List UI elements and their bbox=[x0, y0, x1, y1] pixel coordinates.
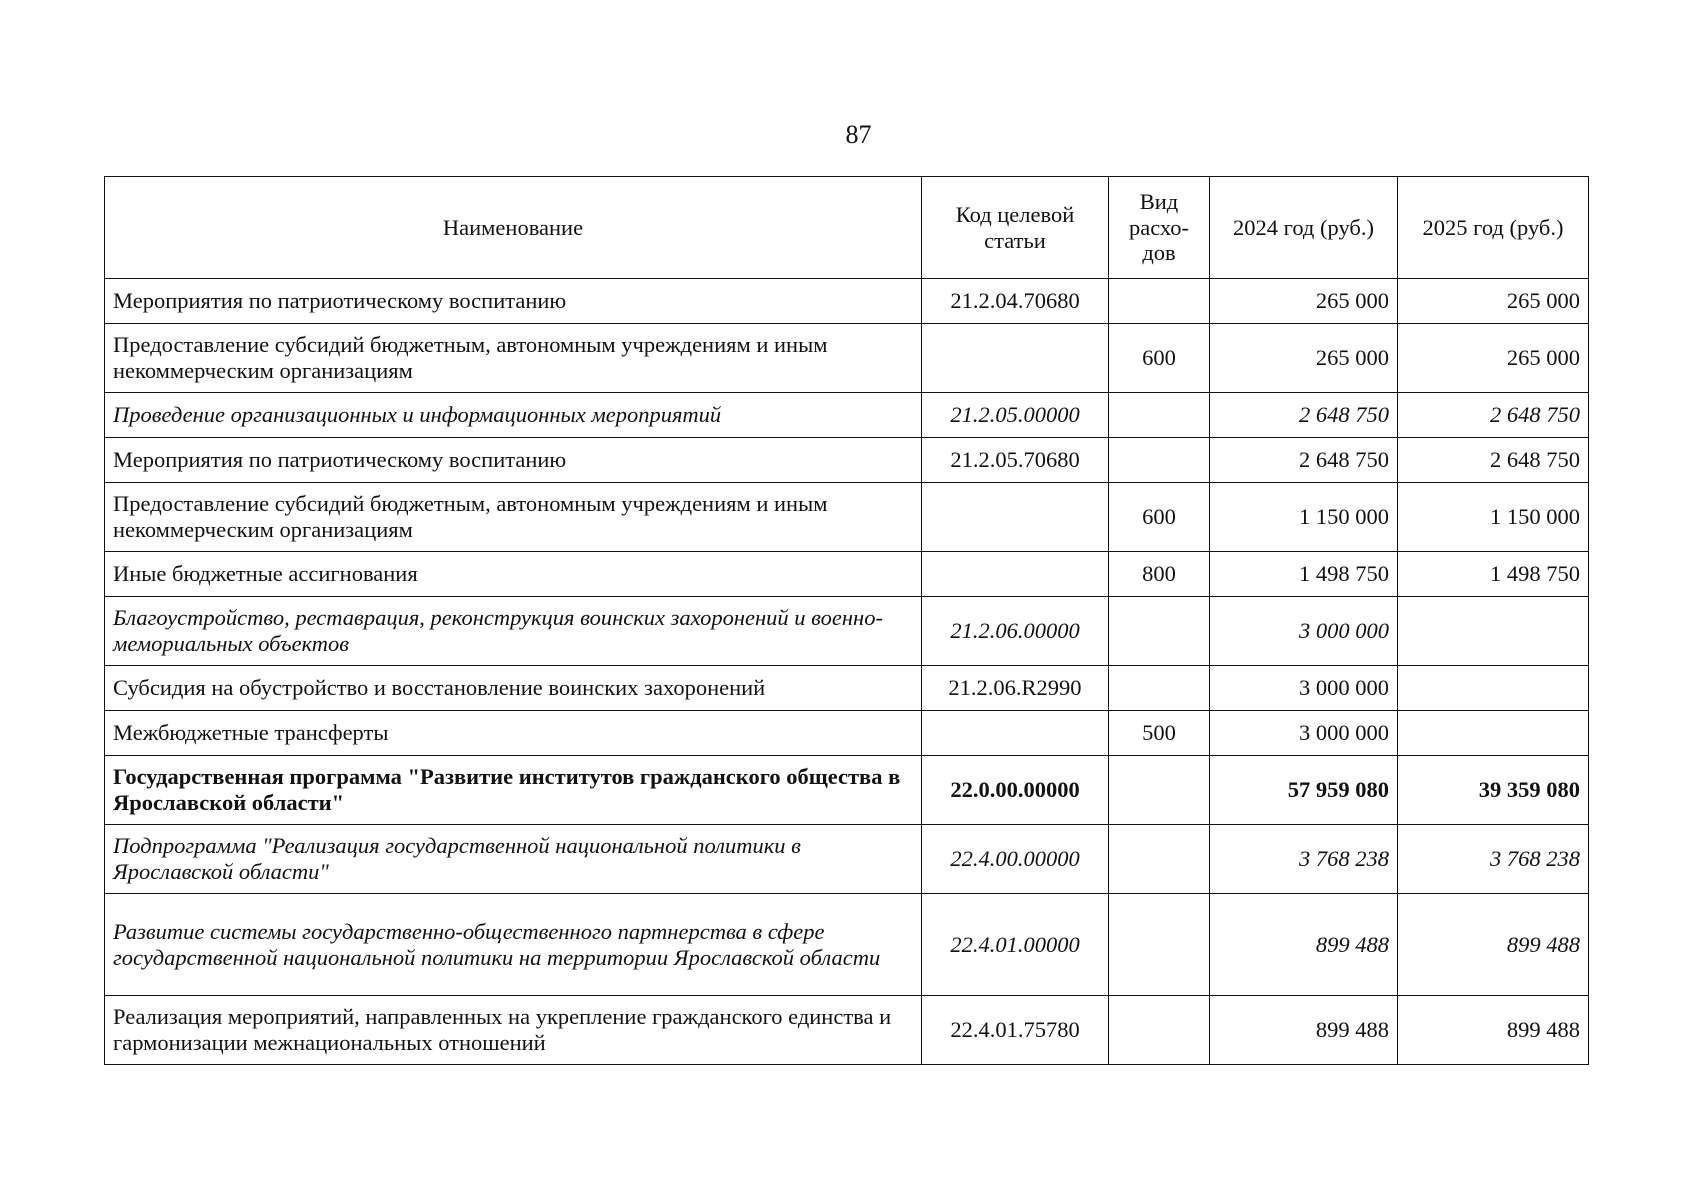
row-name: Иные бюджетные ассигнования bbox=[105, 552, 922, 597]
row-name: Благоустройство, реставрация, реконструкция воинских захоронений и военно-мемориальных объектов bbox=[105, 597, 922, 666]
row-kind: 600 bbox=[1109, 324, 1210, 393]
table-row bbox=[105, 666, 1589, 711]
row-code: 21.2.06.00000 bbox=[922, 597, 1109, 666]
budget-table bbox=[104, 176, 1589, 1065]
row-name: Межбюджетные трансферты bbox=[105, 711, 922, 756]
row-code bbox=[922, 324, 1109, 393]
header-name: Наименование bbox=[105, 177, 922, 279]
row-code bbox=[922, 552, 1109, 597]
row-2024: 3 000 000 bbox=[1210, 711, 1398, 756]
row-2025 bbox=[1398, 597, 1589, 666]
row-2025: 265 000 bbox=[1398, 279, 1589, 324]
row-kind bbox=[1109, 825, 1210, 894]
row-2025: 265 000 bbox=[1398, 324, 1589, 393]
row-2025: 3 768 238 bbox=[1398, 825, 1589, 894]
row-kind: 600 bbox=[1109, 483, 1210, 552]
table-row bbox=[105, 756, 1589, 825]
row-2024: 57 959 080 bbox=[1210, 756, 1398, 825]
row-2025: 2 648 750 bbox=[1398, 438, 1589, 483]
row-code: 22.0.00.00000 bbox=[922, 756, 1109, 825]
row-name: Проведение организационных и информационных мероприятий bbox=[105, 393, 922, 438]
row-name: Предоставление субсидий бюджетным, автономным учреждениям и иным некоммерческим организациям bbox=[105, 483, 922, 552]
table-row bbox=[105, 711, 1589, 756]
row-2025: 899 488 bbox=[1398, 894, 1589, 996]
row-2024: 2 648 750 bbox=[1210, 393, 1398, 438]
table-row bbox=[105, 597, 1589, 666]
table-row bbox=[105, 279, 1589, 324]
table-row bbox=[105, 324, 1589, 393]
row-2024: 3 000 000 bbox=[1210, 666, 1398, 711]
row-name: Субсидия на обустройство и восстановление воинских захоронений bbox=[105, 666, 922, 711]
row-kind: 500 bbox=[1109, 711, 1210, 756]
row-name: Мероприятия по патриотическому воспитанию bbox=[105, 438, 922, 483]
row-kind bbox=[1109, 666, 1210, 711]
row-2024: 899 488 bbox=[1210, 996, 1398, 1065]
row-code: 22.4.00.00000 bbox=[922, 825, 1109, 894]
table-row bbox=[105, 483, 1589, 552]
row-2024: 2 648 750 bbox=[1210, 438, 1398, 483]
row-kind bbox=[1109, 894, 1210, 996]
row-kind bbox=[1109, 756, 1210, 825]
row-name: Предоставление субсидий бюджетным, автономным учреждениям и иным некоммерческим организациям bbox=[105, 324, 922, 393]
header-year-2025: 2025 год (руб.) bbox=[1398, 177, 1589, 279]
row-2025 bbox=[1398, 711, 1589, 756]
row-kind bbox=[1109, 279, 1210, 324]
header-code: Код целевой статьи bbox=[922, 177, 1109, 279]
row-2024: 3 768 238 bbox=[1210, 825, 1398, 894]
row-2025: 39 359 080 bbox=[1398, 756, 1589, 825]
header-kind: Вид расхо-дов bbox=[1109, 177, 1210, 279]
row-kind bbox=[1109, 996, 1210, 1065]
row-2025: 1 150 000 bbox=[1398, 483, 1589, 552]
row-2024: 1 150 000 bbox=[1210, 483, 1398, 552]
row-2025 bbox=[1398, 666, 1589, 711]
table-row bbox=[105, 825, 1589, 894]
row-2024: 3 000 000 bbox=[1210, 597, 1398, 666]
row-2025: 2 648 750 bbox=[1398, 393, 1589, 438]
row-2024: 1 498 750 bbox=[1210, 552, 1398, 597]
table-row bbox=[105, 894, 1589, 996]
row-name: Реализация мероприятий, направленных на укрепление гражданского единства и гармонизации межнациональных отношений bbox=[105, 996, 922, 1065]
row-name: Мероприятия по патриотическому воспитанию bbox=[105, 279, 922, 324]
row-kind bbox=[1109, 393, 1210, 438]
row-2025: 899 488 bbox=[1398, 996, 1589, 1065]
row-name: Подпрограмма "Реализация государственной национальной политики в Ярославской области" bbox=[105, 825, 922, 894]
row-code: 21.2.05.70680 bbox=[922, 438, 1109, 483]
row-name: Развитие системы государственно-общественного партнерства в сфере государственной национальной политики на территории Ярославской области bbox=[105, 894, 922, 996]
page-number: 87 bbox=[845, 120, 872, 149]
table-row bbox=[105, 438, 1589, 483]
row-2025: 1 498 750 bbox=[1398, 552, 1589, 597]
row-2024: 899 488 bbox=[1210, 894, 1398, 996]
row-name: Государственная программа "Развитие институтов гражданского общества в Ярославской области" bbox=[105, 756, 922, 825]
row-code bbox=[922, 483, 1109, 552]
row-kind: 800 bbox=[1109, 552, 1210, 597]
row-code: 21.2.04.70680 bbox=[922, 279, 1109, 324]
row-code: 22.4.01.75780 bbox=[922, 996, 1109, 1065]
table-header-row bbox=[105, 177, 1589, 279]
table-row bbox=[105, 996, 1589, 1065]
row-code: 21.2.06.R2990 bbox=[922, 666, 1109, 711]
row-kind bbox=[1109, 597, 1210, 666]
row-2024: 265 000 bbox=[1210, 324, 1398, 393]
row-2024: 265 000 bbox=[1210, 279, 1398, 324]
row-kind bbox=[1109, 438, 1210, 483]
table-row bbox=[105, 393, 1589, 438]
row-code: 21.2.05.00000 bbox=[922, 393, 1109, 438]
row-code bbox=[922, 711, 1109, 756]
row-code: 22.4.01.00000 bbox=[922, 894, 1109, 996]
table-row bbox=[105, 552, 1589, 597]
header-year-2024: 2024 год (руб.) bbox=[1210, 177, 1398, 279]
